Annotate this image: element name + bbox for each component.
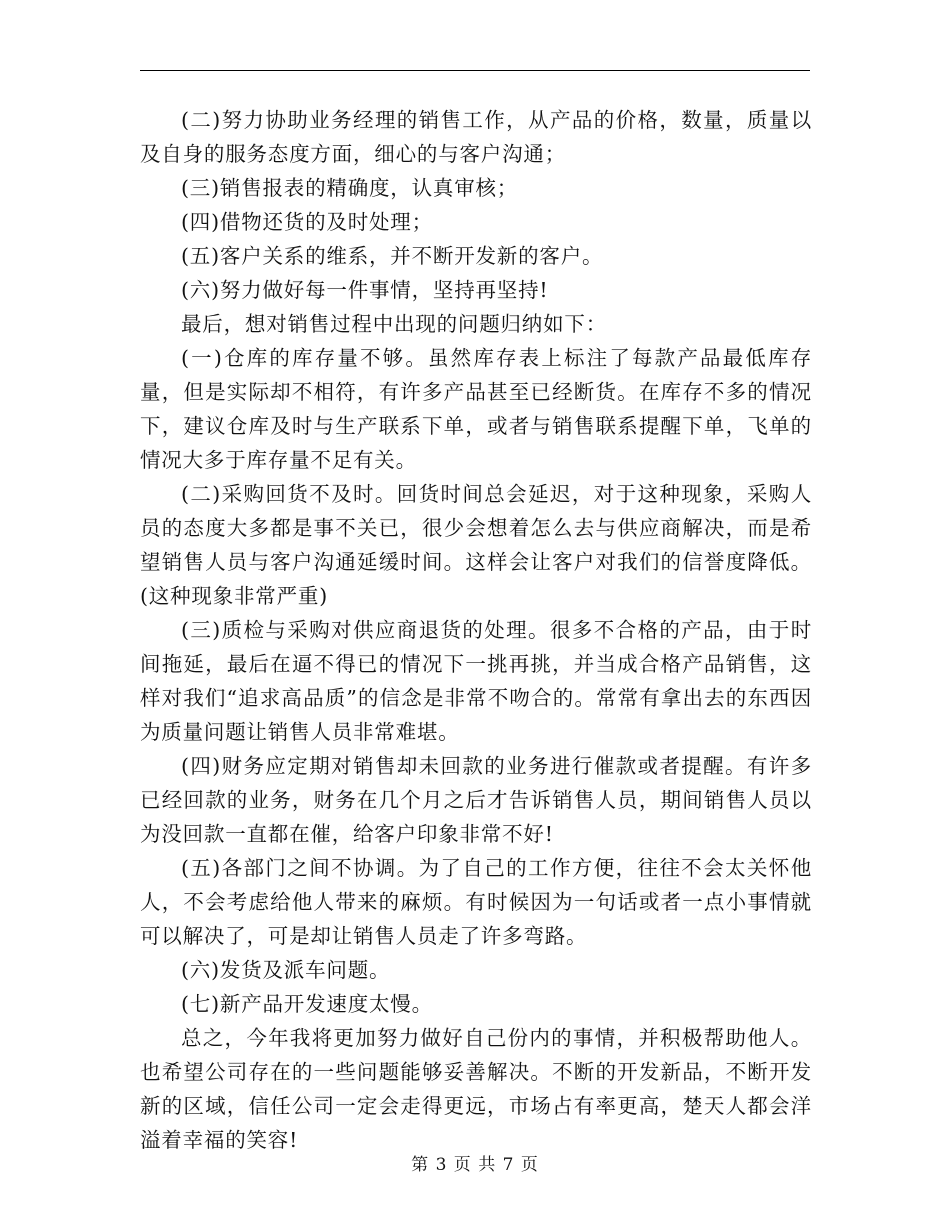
footer-prefix: 第 (411, 1155, 430, 1175)
paragraph: (二)努力协助业务经理的销售工作，从产品的价格，数量，质量以及自身的服务态度方面，细心的与客户沟通； (140, 108, 812, 166)
paragraph: (四)财务应定期对销售却未回款的业务进行催款或者提醒。有许多已经回款的业务，财务在几个月之后才告诉销售人员，期间销售人员以为没回款一直都在催，给客户印象非常不好! (140, 754, 812, 846)
paragraph: (六)发货及派车问题。 (181, 958, 391, 982)
paragraph: (三)销售报表的精确度，认真审核； (181, 176, 519, 200)
total-page-number: 7 (502, 1155, 515, 1175)
header-rule (140, 70, 810, 71)
footer-middle: 页 共 (453, 1155, 497, 1175)
paragraph: (二)采购回货不及时。回货时间总会延迟，对于这种现象，采购人员的态度大多都是事不关已，很少会想着怎么去与供应商解决，而是希望销售人员与客户沟通延缓时间。这样会让客户对我们的信誉度降低。(这种现象非常严重) (140, 482, 812, 608)
paragraph: (四)借物还货的及时处理； (181, 210, 433, 234)
paragraph: 总之，今年我将更加努力做好自己份内的事情，并积极帮助他人。也希望公司存在的一些问题能够妥善解决。不断的开发新品，不断开发新的区域，信任公司一定会走得更远，市场占有率更高，楚天人都会洋溢着幸福的笑容! (140, 1026, 812, 1152)
footer-suffix: 页 (520, 1155, 539, 1175)
document-body (140, 103, 812, 1157)
paragraph: (七)新产品开发速度太慢。 (181, 992, 433, 1016)
paragraph: (六)努力做好每一件事情，坚持再坚持! (181, 278, 549, 302)
paragraph: (五)各部门之间不协调。为了自己的工作方便，往往不会太关怀他人，不会考虑给他人带来的麻烦。有时候因为一句话或者一点小事情就可以解决了，可是却让销售人员走了许多弯路。 (140, 856, 812, 948)
current-page-number: 3 (435, 1155, 448, 1175)
paragraph: 最后，想对销售过程中出现的问题归纳如下： (181, 312, 607, 336)
paragraph: (一)仓库的库存量不够。虽然库存表上标注了每款产品最低库存量，但是实际却不相符，有许多产品甚至已经断货。在库存不多的情况下，建议仓库及时与生产联系下单，或者与销售联系提醒下单，飞单的情况大多于库存量不足有关。 (140, 346, 812, 472)
paragraph: (三)质检与采购对供应商退货的处理。很多不合格的产品，由于时间拖延，最后在逼不得已的情况下一挑再挑，并当成合格产品销售，这样对我们“追求高品质”的信念是非常不吻合的。常常有拿出去的东西因为质量问题让销售人员非常难堪。 (140, 618, 812, 744)
paragraph: (五)客户关系的维系，并不断开发新的客户。 (181, 244, 604, 268)
page-footer (0, 1150, 950, 1175)
